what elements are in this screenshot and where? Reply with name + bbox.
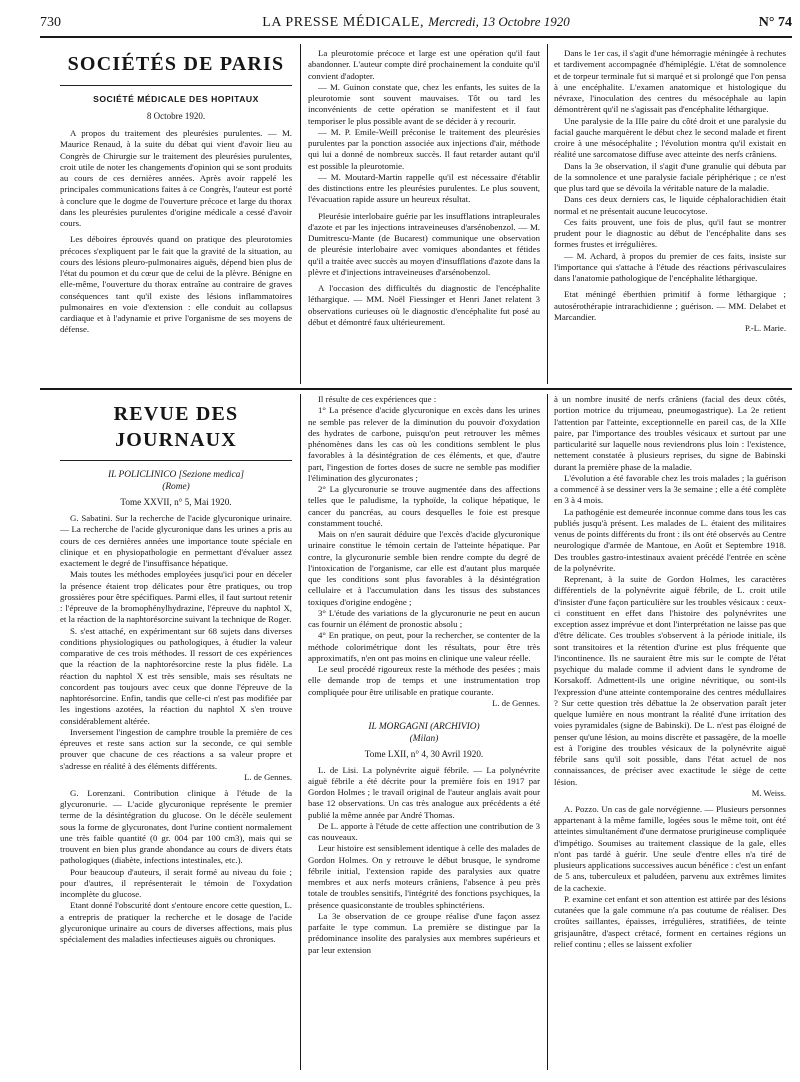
paragraph: à un nombre inusité de nerfs crâniens (facial des deux côtés, portion motrice du trijumeau, pneumogastrique). La 2e retient l'attention par l'atteinte, exceptionnelle en pareil cas, de la XIIe paire, par l'importance des troubles vésicaux et surtout par une particularité sur laquelle nous reviendrons plus loin : l'existence, nettement constatée à plusieurs reprises, du signe de Babinski durant la première phase de la maladie. — [554, 394, 786, 472]
signature: L. de Gennes. — [244, 771, 292, 782]
journal-name: IL POLICLINICO [Sezione medica] — [107, 470, 245, 481]
paragraph: Mais toutes les méthodes employées jusqu'ici pour en déceler la présence étaient trop délicates pour être pratiques, ou trop grossières pour être spécifiques. Parmi elles, il faut surtout retenir : l'épreuve de la bromophénylhydrazine, l'épreuve du naphtol X, et la réaction de la naphtorésorcine suivant la technique de Roger. — [60, 569, 292, 625]
paragraph: 1° La présence d'acide glycuronique en excès dans les urines ne semble pas relever de la diminution du pouvoir d'oxydation des hydrates de carbone, puisqu'on peut retrouver les mêmes phénomènes dans les cas où les conditions semblent le plus favorables à la désintégration de ces éléments, et que, d'autre part, l'ingestion de fortes doses de sucre ne semble pas modifier l'élimination des glycuronates ; — [308, 405, 540, 483]
top-column-1 — [60, 44, 292, 336]
paragraph: 2° La glycuronurie se trouve augmentée dans des affections telles que le paludisme, la typhoïde, la colique hépatique, le cancer du pancréas, au cours desquelles le foie est presque constamment touché. — [308, 484, 540, 528]
paragraph: De L. apporte à l'étude de cette affection une contribution de 3 cas nouveaux. — [308, 820, 540, 843]
paragraph: — M. Moutard-Martin rappelle qu'il est nécessaire d'établir des distinctions entre les pleurésies purulentes. Le plus souvent, l'évacuation rapide assure un heureux résultat. — [308, 171, 540, 205]
paragraph: 3° L'étude des variations de la glycuronurie ne peut en aucun cas fournir un élément de pronostic absolu ; — [308, 607, 540, 629]
paragraph: Mais on n'en saurait déduire que l'excès d'acide glycuronique urinaire constitue le témoin certain de l'atteinte hépatique. Par contre, la glycuronurie semble bien rendre compte du degré de l'intoxication de l'organisme, car elle est d'autant plus marquée que les conditions sont plus favorables à la désintégration cellulaire et à l'accumulation dans les tissus des substances toxiques d'origine endogène ; — [308, 529, 540, 607]
bottom-column-3 — [554, 394, 786, 950]
header-rule — [40, 36, 792, 38]
paragraph: L. de Lisi. La polynévrite aiguë fébrile. — La polynévrite aiguë fébrile a été décrite pour la première fois en 1917 par Gordon Holmes ; le travail original de l'auteur anglais avait pour base 12 observations. Un cas très analogue aux précédents a été publié la même année par André Thomas. — [308, 764, 540, 820]
paragraph: Inversement l'ingestion de camphre trouble la première de ces épreuves et reste sans action sur la seconde, ce qui semble prouver que chacune de ces réactions a sa valeur propre et s'adresse en réalité à des éléments différents. — [60, 726, 292, 771]
column-divider — [547, 394, 548, 1070]
paragraph: La 3e observation de ce groupe réalise d'une façon assez parfaite le type commun. La première se distingue par la prédominance insolite des paralysies aux membres supérieurs et par leur extension — [308, 910, 540, 955]
paragraph: Pleurésie interlobaire guérie par les insufflations intrapleurales d'azote et par les injections intraveineuses d'arsénobenzol. — M. Dumitrescu-Mante (de Bucarest) communique une observation de pleurésie interlobaire avec vomiques abondantes et fétides qu'il a traitée avec succès au moyen d'insufflations d'azote dans la plèvre et d'injections intraveineuses d'arsénobenzol. — [308, 210, 540, 277]
journal-tome: Tome LXII, n° 4, 30 Avril 1920. — [364, 748, 484, 759]
column-divider — [547, 44, 548, 384]
paragraph: Leur histoire est sensiblement identique à celle des malades de Gordon Holmes. On y retrouve le début brusque, le syndrome fébrile initial, l'extension rapide des paralysies aux quatre membres et aux nerfs moteurs crâniens, l'absence à peu près totale de troubles sensitifs, l'intégrité des fonctions psychiques, la présence quasiconstante de troubles sphinctériens. — [308, 843, 540, 910]
journal-masthead — [40, 14, 792, 31]
journal-name: IL MORGAGNI (ARCHIVIO) — [368, 721, 480, 732]
paragraph: Etant donné l'obscurité dont s'entoure encore cette question, L. a entrepris de pratiquer la recherche et le dosage de l'acide glycuronique urinaire au cours de diverses affections, mais plus spécialement des maladies infectieuses aiguës ou chroniques. — [60, 900, 292, 945]
paragraph: Etat méningé éberthien primitif à forme léthargique ; autosérothérapie intrarachidienne ; guérison. — MM. Delabet et Marcandier. — [554, 289, 786, 322]
page-header — [40, 14, 792, 34]
paragraph: 4° En pratique, on peut, pour la rechercher, se contenter de la méthode colorimétrique dont les résultats, pour être très approximatifs, n'en ont pas moins en clinique une valeur réelle. — [308, 630, 540, 663]
paragraph: A l'occasion des difficultés du diagnostic de l'encéphalite léthargique. — MM. Noël Fiessinger et Henri Janet relatent 3 observations curieuses où le diagnostic d'encéphalite fut posé au début et démontré faux ultérieurement. — [308, 283, 540, 327]
paragraph: Dans la 3e observation, il s'agit d'une granulie qui débuta par de la somnolence et une paralysie faciale périphérique ; ce n'est que plus tard que se dévoila la véritable nature de la maladie. — [554, 160, 786, 193]
journal-city: (Milan) — [409, 733, 439, 744]
section-title-revue: REVUE DES JOURNAUX — [60, 394, 292, 461]
issue-date: Mercredi, 13 Octobre 1920 — [428, 14, 570, 29]
paragraph: Reprenant, à la suite de Gordon Holmes, les caractères différentiels de la polynévrite aiguë fébrile, de L. croit utile d'insister d'une façon particulière sur les troubles vésicaux : ceux-ci constituent en effet dans l'histoire des polynévrites une exception assez imprévue et dont l'interprétation ne laisse pas que d'être délicate. Ces troubles s'observent à la période initiale, ils sont transitoires et la rétention d'urine est plus fréquente que l'incontinence. Ils ne sauraient être mis sur le compte de l'état psychique du malade comme il advient dans le syndrome de Korsakoff. Admettent-ils une origine névritique, ou sont-ils l'expression d'une atteinte contemporaine des centres médullaires ? Sur cette question très débattue la 2e observation paraît jeter quelque lumière en nous montrant la réalité d'une irritation des voies pyramidales (signe de Babinski). De L. n'est pas éloigné de penser qu'une lésion, au moins discrète et passagère, de la moelle est à l'origine des troubles vésicaux de la polynévrite aiguë fébrile sans qu'il soit possible, dans l'état actuel de nos connaissances, de préciser avec exactitude le siège de cette lésion. — [554, 574, 786, 787]
paragraph: Une paralysie de la IIIe paire du côté droit et une paralysie du facial gauche marquèrent le début chez le second malade et firent croire à une mésocéphalite ; l'évolution montra qu'il existait en réalité une sarcomatose diffuse avec atteinte des nerfs crâniens. — [554, 115, 786, 160]
paragraph: Les déboires éprouvés quand on pratique des pleurotomies précoces s'expliquent par le fait que la gravité de la situation, au cours des lésions pleuro-pulmonaires aiguës, dépend bien plus de l'état du poumon et du cœur que de celui de la plèvre. Bénigne en elle-même, l'ouverture du thorax entraîne au contraire de graves conséquences tant qu'il existe des lésions inflammatoires pulmonaires en voie d'extension : elle conduit au collapsus cardiaque et à l'adynamie et prive l'organisme de ses moyens de défense. — [60, 234, 292, 335]
bottom-column-2 — [308, 394, 540, 956]
column-divider — [300, 44, 301, 384]
paragraph: La pleurotomie précoce et large est une opération qu'il faut abandonner. L'auteur compte diré prochainement la conduite qu'il convient d'adopter. — [308, 48, 540, 81]
journal-tome: Tome XXVII, n° 5, Mai 1920. — [120, 497, 232, 508]
paragraph: G. Lorenzani. Contribution clinique à l'étude de la glycuronurie. — L'acide glycuronique représente le premier terme de la désintégration du glucose. On le décèle seulement sous la forme de glycuronates, dont l'urine contient normalement une très faible quantité (0 gr. 004 par 100 cm3), mais qui se trouvent en bien plus grande abondance au cours de divers états pathologiques (diabète, infections intestinales, etc.). — [60, 787, 292, 866]
paragraph: G. Sabatini. Sur la recherche de l'acide glycuronique urinaire. — La recherche de l'acide glycuronique dans les urines a pris au cours de ces dernières années une importance toute spéciale en clinique et en physiopathologie en permettant d'évaluer assez exactement le degré de l'insuffisance hépatique. — [60, 513, 292, 569]
section-rule — [40, 388, 792, 390]
paragraph: La pathogénie est demeurée inconnue comme dans tous les cas publiés jusqu'à présent. Les malades de L. étaient des militaires venus de points différents du front : ils ont été observés au Centre neurologique d'armée de Mantoue, en Août et Septembre 1918. Des troubles gastro-intestinaux avaient précédé l'entrée en scène de la polynévrite. — [554, 506, 786, 573]
journal-title: LA PRESSE MÉDICALE, — [262, 15, 425, 30]
paragraph: A propos du traitement des pleurésies purulentes. — M. Maurice Renaud, à la suite du débat qui vient d'avoir lieu au Congrès de Chirurgie sur le traitement des pleurésies purulentes, croit utile de noter les changements d'opinion qui se sont produits au cours de ces dernières années. Après avoir rappelé les principales communications faites à ce Congrès, l'auteur est porté à conclure que le dogme de l'ouverture précoce et large du thorax dans les pleurésies purulentes d'origine médicale a cessé d'avoir cours. — [60, 128, 292, 229]
paragraph: S. s'est attaché, en expérimentant sur 68 sujets dans diverses conditions physiologiques ou pathologiques, à étudier la valeur comparative de ces trois méthodes. Il ressort de ces expériences que la réaction de la naphtorésorcine reste la plus fidèle. La réaction du naphtol X est très sensible, mais ses résultats ne concordent pas toujours avec ceux que donne l'épreuve de la naphtorésorcine. Enfin, tandis que celle-ci n'est pas modifiée par les ingestions azotées, la réaction du naphtol X s'en trouve considérablement altérée. — [60, 625, 292, 726]
paragraph: Dans le 1er cas, il s'agit d'une hémorragie méningée à rechutes et tardivement accompagnée d'hémiplégie. L'état de somnolence et de torpeur terminale fut si marqué et si prolongé que l'on pensa à une encéphalite. L'examen anatomique et histologique du névraxe, l'inoculation des centres du mésocéphale au lapin démontrèrent qu'il ne s'agissait pas d'encéphalite léthargique. — [554, 48, 786, 115]
paragraph: — M. Achard, à propos du premier de ces faits, insiste sur l'importance qui s'attache à l'étude des réactions périvasculaires dans l'anatomie pathologique de l'encéphalite léthargique. — [554, 250, 786, 283]
society-name: SOCIÉTÉ MÉDICALE DES HOPITAUX — [93, 93, 259, 104]
top-column-3 — [554, 48, 786, 334]
top-column-2 — [308, 48, 540, 328]
paragraph: Pour beaucoup d'auteurs, il serait formé au niveau du foie ; pour d'autres, il représenterait le témoin de l'oxydation incomplète du glucose. — [60, 866, 292, 900]
signature: P.-L. Marie. — [744, 323, 786, 333]
section-title-societes: SOCIÉTÉS DE PARIS — [60, 44, 292, 86]
paragraph: L'évolution a été favorable chez les trois malades ; la guérison a commencé à se dessiner vers la 3e semaine ; elle a été complète en 3 à 4 mois. — [554, 472, 786, 506]
paragraph: Le seul procédé rigoureux reste la méthode des pesées ; mais elle demande trop de temps et une instrumentation trop compliquée pour être utilisable en pratique courante. — [308, 664, 540, 697]
page-number: 730 — [40, 15, 61, 30]
bottom-column-1 — [60, 394, 292, 945]
signature: L. de Gennes. — [492, 697, 540, 708]
paragraph: — M. Guinon constate que, chez les enfants, les suites de la pleurotomie sont souvent mauvaises. Tôt ou tard les inconvénients de cette opération se manifestent et il faut temporiser le plus possible avant de se décider à y recourir. — [308, 81, 540, 126]
signature: M. Weiss. — [751, 787, 786, 798]
paragraph: — M. P. Emile-Weill préconise le traitement des pleurésies purulentes par la ponction associée aux injections d'air, méthode qui lui a donné de nombreux succès. Il faut retarder autant qu'il est possible la pleurotomie. — [308, 126, 540, 171]
session-date: 8 Octobre 1920. — [146, 110, 206, 121]
paragraph: Il résulte de ces expériences que : — [318, 394, 437, 404]
paragraph: A. Pozzo. Un cas de gale norvégienne. — Plusieurs personnes appartenant à la même famille, logées sous le même toit, ont été atteintes simultanément d'une dermatose prurigineuse compliquée d'impétigo. Soumises au traitement classique de la gale, elles n'ont pas tardé à guérir. Une seule d'entre elles n'a tiré de plusieurs applications successives aucun bénéfice : c'est un enfant de 5 ans, tuberculeux et paludéen, parvenu aux extrêmes limites de la cachexie. — [554, 803, 786, 893]
issue-number: N° 74 — [758, 15, 792, 30]
column-divider — [300, 394, 301, 1070]
paragraph: Dans ces deux derniers cas, le liquide céphalorachidien était normal et ne présentait aucune leucocytose. — [554, 194, 786, 216]
paragraph: P. examine cet enfant et son attention est attirée par des lésions cutanées que la gale commune n'a pas coutume de réaliser. Des croûtes saillantes, épaisses, irrégulières, stratifiées, de teinte grisjaunâtre, d'aspect crétacé, forment en certaines régions un relief continu ; elles se laissent exfolier — [554, 893, 786, 949]
paragraph: Ces faits prouvent, une fois de plus, qu'il faut se montrer prudent pour le diagnostic au début de l'encéphalite dans ses formes frustes et irrégulières. — [554, 216, 786, 250]
journal-city: (Rome) — [162, 482, 190, 493]
